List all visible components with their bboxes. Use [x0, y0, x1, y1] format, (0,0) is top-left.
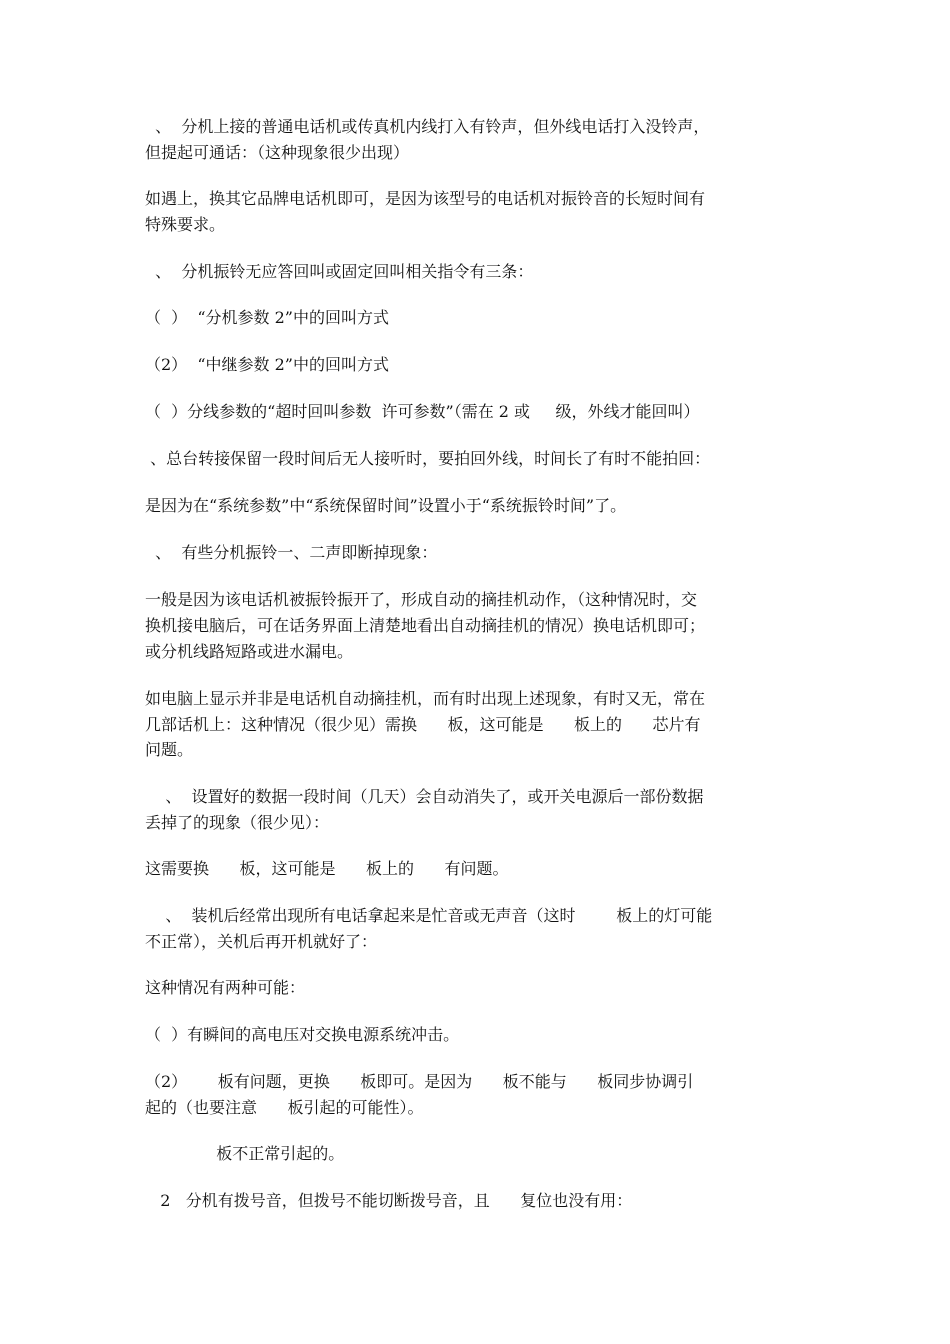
text-line: 几部话机上：这种情况（很少见）需换 板，这可能是 板上的 芯片有 — [145, 715, 701, 734]
text-line: 但提起可通话：（这种现象很少出现） — [145, 143, 410, 162]
text-line: 问题。 — [145, 740, 194, 759]
text-line: 、 设置好的数据一段时间（几天）会自动消失了，或开关电源后一部份数据 — [145, 787, 704, 806]
text-line: 、 分机振铃无应答回叫或固定回叫相关指令有三条： — [145, 262, 534, 281]
text-line: 起的（也要注意 板引起的可能性）。 — [145, 1098, 424, 1117]
text-line: 不正常），关机后再开机就好了： — [145, 932, 378, 951]
text-line: （ ）分线参数的“超时回叫参数 许可参数”（需在 2 或 级，外线才能回叫） — [145, 402, 700, 421]
text-line: 一般是因为该电话机被振铃振开了，形成自动的摘挂机动作，（这种情况时，交 — [145, 590, 698, 609]
text-line: 或分机线路短路或进水漏电。 — [145, 642, 354, 661]
text-line: 是因为在“系统参数”中“系统保留时间”设置小于“系统振铃时间”了。 — [145, 496, 627, 515]
text-line: 、 有些分机振铃一、二声即断掉现象： — [145, 543, 438, 562]
text-line: 板不正常引起的。 — [145, 1144, 345, 1163]
text-line: （2） “中继参数 2”中的回叫方式 — [145, 355, 389, 374]
text-line: 这需要换 板，这可能是 板上的 有问题。 — [145, 859, 509, 878]
text-line: 丢掉了的现象（很少见）： — [145, 813, 330, 832]
text-line: 这种情况有两种可能： — [145, 978, 306, 997]
text-line: 换机接电脑后，可在话务界面上清楚地看出自动摘挂机的情况）换电话机即可； — [145, 616, 706, 635]
text-line: （ ） “分机参数 2”中的回叫方式 — [145, 308, 389, 327]
text-line: 、 装机后经常出现所有电话拿起来是忙音或无声音（这时 板上的灯可能 — [145, 906, 713, 925]
text-line: 、 分机上接的普通电话机或传真机内线打入有铃声，但外线电话打入没铃声， — [145, 117, 710, 136]
text-line: 如遇上，换其它品牌电话机即可，是因为该型号的电话机对振铃音的长短时间有 — [145, 189, 706, 208]
text-line: 、总台转接保留一段时间后无人接听时，要拍回外线，时间长了有时不能拍回： — [145, 449, 711, 468]
text-line: （2） 板有问题，更换 板即可。是因为 板不能与 板同步协调引 — [145, 1072, 694, 1091]
text-line: 如电脑上显示并非是电话机自动摘挂机，而有时出现上述现象，有时又无，常在 — [145, 689, 706, 708]
text-line: 特殊要求。 — [145, 215, 226, 234]
text-line: （ ）有瞬间的高电压对交换电源系统冲击。 — [145, 1025, 460, 1044]
text-line: 2 分机有拨号音，但拨号不能切断拨号音，且 复位也没有用： — [145, 1191, 633, 1210]
